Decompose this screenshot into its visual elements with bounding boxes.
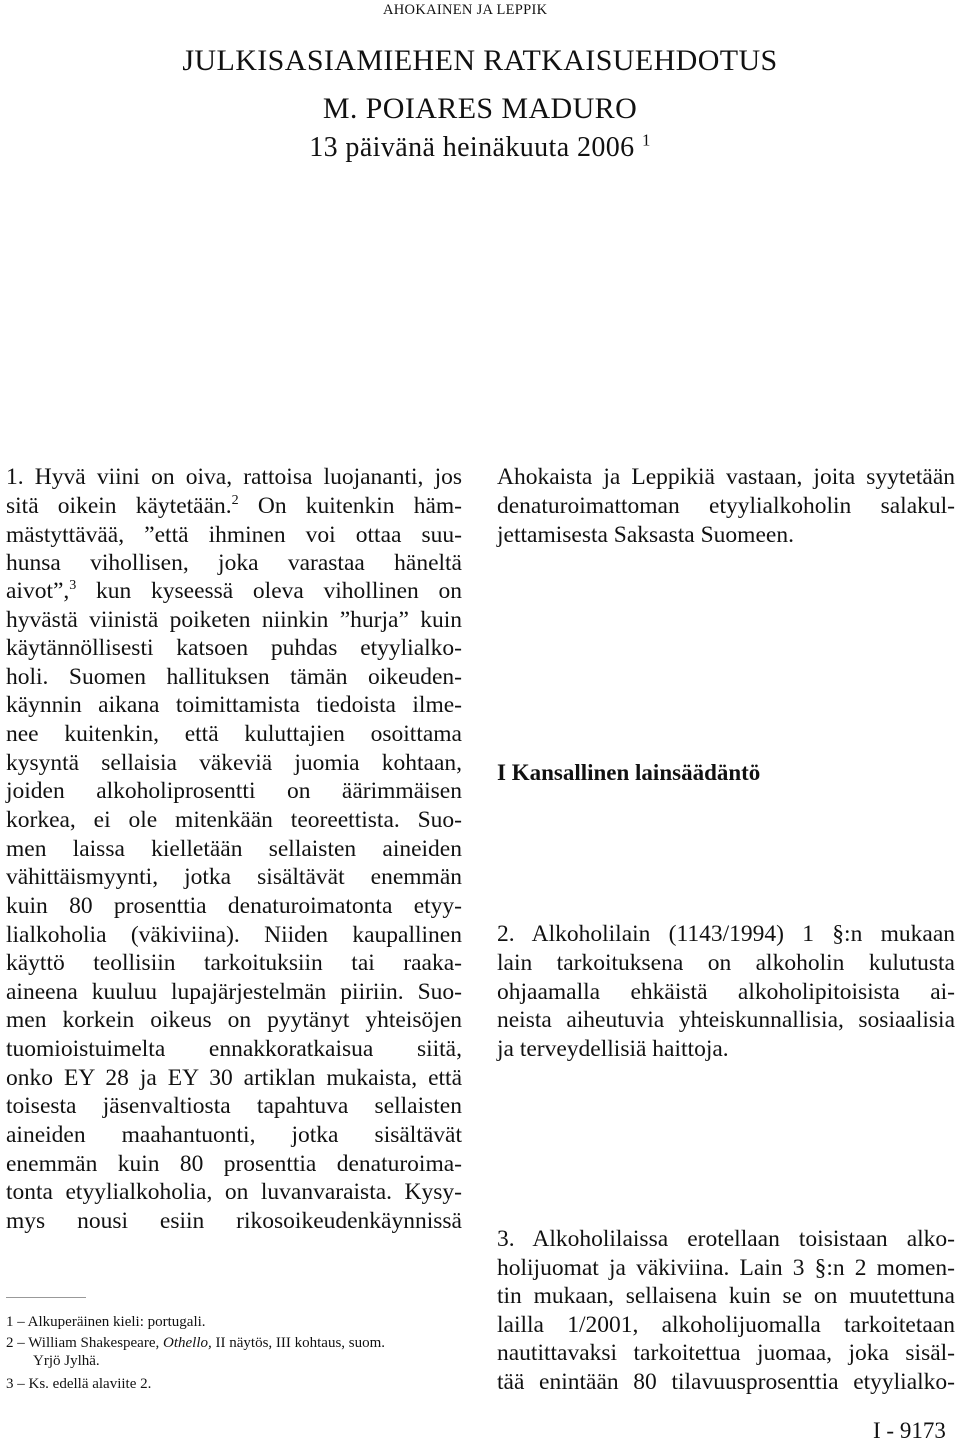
paragraph-line: tonta etyylialkoholia, on luvanvaraista. Kysy- bbox=[6, 1179, 462, 1205]
paragraph-text: sitä oikein käytetään. bbox=[6, 493, 232, 519]
paragraph-text: aivot”, bbox=[6, 578, 70, 604]
paragraph-line: korkea, ei ole mitenkään teoreettista. Suo- bbox=[6, 807, 462, 833]
page-number: I - 9173 bbox=[873, 1418, 946, 1443]
paragraph-line: aineena kuuluu lupajärjestelmän piiriin. Suo- bbox=[6, 979, 462, 1005]
paragraph-line: mästyttävää, ”että ihminen voi ottaa suu- bbox=[6, 522, 462, 548]
paragraph-line: kuin 80 prosenttia denaturoimatonta etyy- bbox=[6, 893, 462, 919]
paragraph-line: holi. Suomen hallituksen tämän oikeuden- bbox=[6, 664, 462, 690]
footnote-3: 3 – Ks. edellä alaviite 2. bbox=[6, 1376, 152, 1392]
paragraph-line: neista aiheutuvia yhteiskunnallisia, sosiaalisia bbox=[497, 1007, 955, 1033]
footnote-ref-3: 3 bbox=[69, 577, 77, 594]
footnote-text: 2 – William Shakespeare, bbox=[6, 1335, 160, 1351]
paragraph-line: Ahokaista ja Leppikiä vastaan, joita syytetään bbox=[497, 464, 955, 490]
paragraph-line: denaturoimattoman etyylialkoholin salakul- bbox=[497, 493, 955, 519]
paragraph-line: holijuomat ja väkiviina. Lain 3 §:n 2 momen- bbox=[497, 1255, 955, 1281]
paragraph-line: jettamisesta Saksasta Suomeen. bbox=[497, 522, 794, 548]
paragraph-line: 2. Alkoholilain (1143/1994) 1 §:n mukaan bbox=[497, 921, 955, 947]
paragraph-line: 3. Alkoholilaissa erotellaan toisistaan alko- bbox=[497, 1226, 955, 1252]
paragraph-line: ohjaamalla ehkäistä alkoholipitoisista ai- bbox=[497, 979, 955, 1005]
paragraph-line: men korkein oikeus on pyytänyt yhteisöjen bbox=[6, 1007, 462, 1033]
footnote-divider bbox=[6, 1297, 86, 1298]
paragraph-line: käyttö teollisiin tarkoituksiin tai raaka- bbox=[6, 950, 462, 976]
paragraph-line: aineiden maahantuonti, jotka sisältävät bbox=[6, 1122, 462, 1148]
paragraph-text: On kuitenkin häm- bbox=[257, 493, 463, 519]
date-text: 13 päivänä heinäkuuta 2006 bbox=[309, 132, 635, 163]
footnote-2-continued: Yrjö Jylhä. bbox=[33, 1353, 100, 1369]
paragraph-line: kysyntä sellaisia väkeviä juomia kohtaan, bbox=[6, 750, 462, 776]
footnote-work-title: Othello, bbox=[163, 1335, 212, 1351]
paragraph-line: hunsa vihollisen, joka varastaa häneltä bbox=[6, 550, 462, 576]
paragraph-line: enemmän kuin 80 prosenttia denaturoima- bbox=[6, 1151, 462, 1177]
document-date bbox=[0, 132, 960, 164]
document-title: JULKISASIAMIEHEN RATKAISUEHDOTUS bbox=[182, 44, 778, 77]
section-heading: I Kansallinen lainsäädäntö bbox=[497, 760, 761, 785]
paragraph-line: nautittavaksi tarkoitettua juomaa, joka sisäl- bbox=[497, 1340, 955, 1366]
paragraph-line: tin mukaan, sellaisena kuin se on muutettuna bbox=[497, 1283, 955, 1309]
paragraph-line: käytännöllisesti katsoen puhdas etyylialko- bbox=[6, 635, 462, 661]
paragraph-line: nee kuitenkin, että kuluttajien osoittama bbox=[6, 721, 462, 747]
paragraph-text: kun kyseessä oleva vihollinen on bbox=[96, 578, 462, 604]
footnote-2 bbox=[6, 1335, 385, 1352]
footnote-ref-2: 2 bbox=[231, 492, 239, 509]
advocate-general-name: M. POIARES MADURO bbox=[322, 92, 638, 125]
footnote-1: 1 – Alkuperäinen kieli: portugali. bbox=[6, 1314, 206, 1330]
paragraph-line: käynnin aikana toimittamista tiedoista ilme- bbox=[6, 692, 462, 718]
paragraph-line: hyvästä viinistä poiketen niinkin ”hurja” kuin bbox=[6, 607, 462, 633]
footnote-ref-1: 1 bbox=[641, 130, 651, 150]
paragraph-line: ja terveydellisiä haittoja. bbox=[497, 1036, 729, 1062]
paragraph-line: joiden alkoholiprosentti on äärimmäisen bbox=[6, 778, 462, 804]
paragraph-line: toisesta jäsenvaltiosta tapahtuva sellaisten bbox=[6, 1093, 462, 1119]
paragraph-line: lain tarkoituksena on alkoholin kulutusta bbox=[497, 950, 955, 976]
running-header: AHOKAINEN JA LEPPIK bbox=[383, 2, 548, 18]
paragraph-line: lailla 1/2001, alkoholijuomalla tarkoitetaan bbox=[497, 1312, 955, 1338]
paragraph-line: men laissa kielletään sellaisten aineiden bbox=[6, 836, 462, 862]
paragraph-line: 1. Hyvä viini on oiva, rattoisa luojananti, jos bbox=[6, 464, 462, 490]
paragraph-line: lialkoholia (väkiviina). Niiden kaupallinen bbox=[6, 922, 462, 948]
paragraph-line: tää enintään 80 tilavuusprosenttia etyylialko- bbox=[497, 1369, 955, 1395]
paragraph-line bbox=[6, 577, 462, 604]
paragraph-line: vähittäismyynti, jotka sisältävät enemmän bbox=[6, 864, 462, 890]
paragraph-line: tuomioistuimelta ennakkoratkaisua siitä, bbox=[6, 1036, 462, 1062]
footnote-text: II näytös, III kohtaus, suom. bbox=[215, 1335, 386, 1351]
paragraph-line bbox=[6, 492, 463, 519]
paragraph-line: onko EY 28 ja EY 30 artiklan mukaista, että bbox=[6, 1065, 462, 1091]
paragraph-line: mys nousi esiin rikosoikeudenkäynnissä bbox=[6, 1208, 462, 1234]
